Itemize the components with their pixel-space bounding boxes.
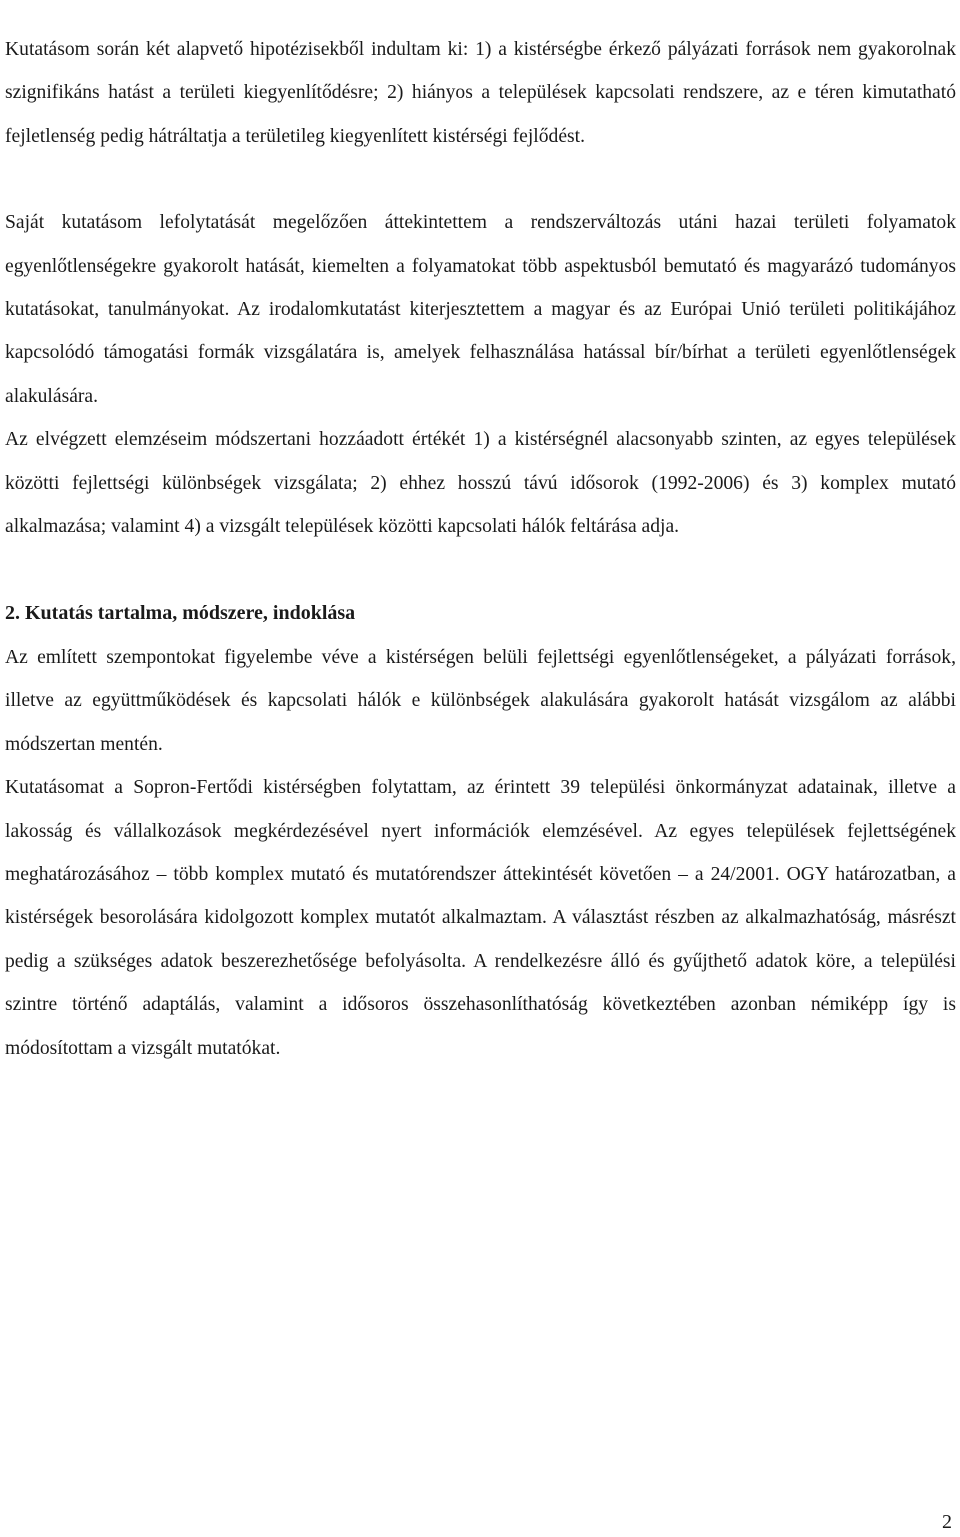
paragraph-literature-review: Saját kutatásom lefolytatását megelőzően áttekintettem a rendszerváltozás utáni hazai területi folyamatok egyenlőtlenségekre gyakorolt hatását, kiemelten a folyamatokat több aspektusból bemutató és magyarázó tudományos kutatásokat, tanulmányokat. Az irodalomkutatást kiterjesztettem a magyar és az Európai Unió területi politikájához kapcsolódó támogatási formák vizsgálatára is, amelyek felhasználása hatással bír/bírhat a területi egyenlőtlenségek alakulására.	[5, 212, 956, 407]
page-number: 2	[942, 1511, 952, 1533]
document-page	[5, 28, 956, 1070]
paragraph-methodology-detail: Kutatásomat a Sopron-Fertődi kistérségben folytattam, az érintett 39 települési önkormányzat adatainak, illetve a lakosság és vállalkozások megkérdezésével nyert információk elemzésével. Az egyes települések fejlettségének meghatározásához – több komplex mutató és mutatórendszer áttekintését követően – a 24/2001. OGY határozatban, a kistérségek besorolására kidolgozott komplex mutatót alkalmaztam. A választást részben az alkalmazhatóság, másrészt pedig a szükséges adatok beszerezhetősége befolyásolta. A rendelkezésre álló és gyűjthető adatok köre, a települési szintre történő adaptálás, valamint a idősoros összehasonlíthatóság következtében azonban némiképp így is módosítottam a vizsgált mutatókat.	[5, 777, 956, 1059]
paragraph-hypotheses: Kutatásom során két alapvető hipotézisekből indultam ki: 1) a kistérségbe érkező pályázati források nem gyakorolnak szignifikáns hatást a területi kiegyenlítődésre; 2) hiányos a települések kapcsolati rendszere, az e téren kimutatható fejletlenség pedig hátráltatja a területileg kiegyenlített kistérségi fejlődést.	[5, 39, 956, 147]
paragraph-added-value: Az elvégzett elemzéseim módszertani hozzáadott értékét 1) a kistérségnél alacsonyabb szinten, az egyes települések közötti fejlettségi különbségek vizsgálata; 2) ehhez hosszú távú idősorok (1992-2006) és 3) komplex mutató alkalmazása; valamint 4) a vizsgált települések közötti kapcsolati hálók feltárása adja.	[5, 429, 956, 538]
paragraph-methodology-intro: Az említett szempontokat figyelembe véve a kistérségen belüli fejlettségi egyenlőtlenségeket, a pályázati források, illetve az együttműködések és kapcsolati hálók e különbségek alakulására gyakorolt hatását vizsgálom az alábbi módszertan mentén.	[5, 646, 956, 755]
section-heading: 2. Kutatás tartalma, módszere, indoklása	[5, 602, 356, 625]
